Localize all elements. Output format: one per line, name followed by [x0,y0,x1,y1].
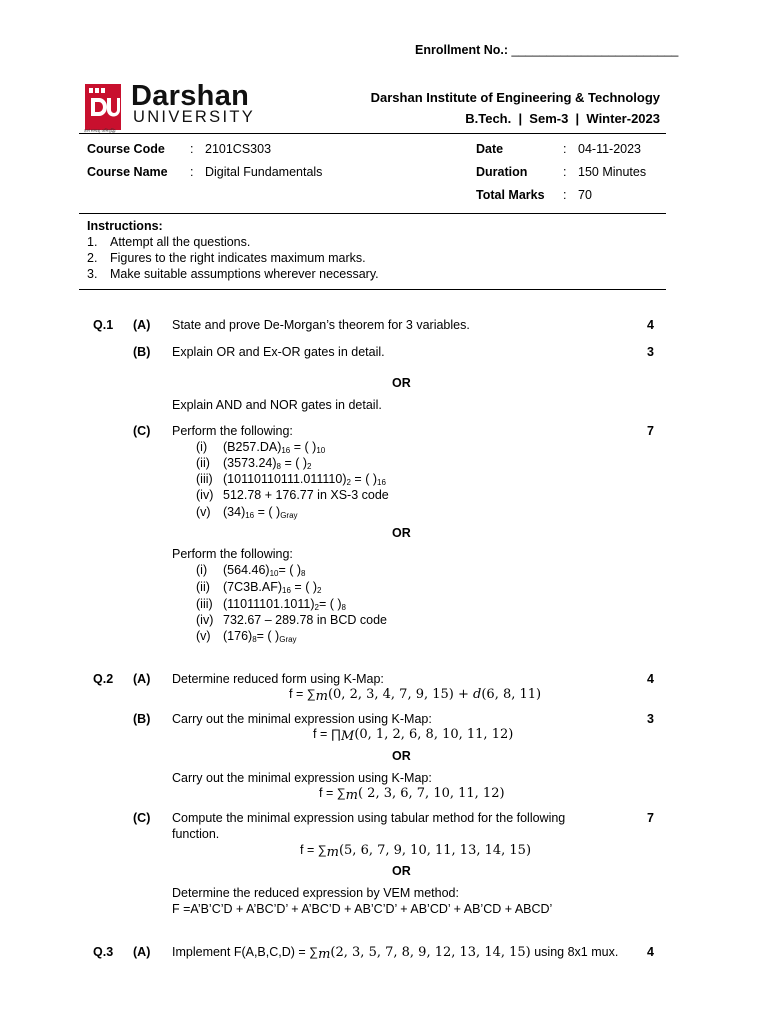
total-marks-label: Total Marks [476,188,545,202]
conversion-item: $(34)_{16}$ = ( )$_{Gray}$ [223,505,298,520]
colon: : [190,165,194,179]
item-num: (v) [196,629,211,643]
question-text: Perform the following: [172,424,293,438]
question-text: Explain AND and NOR gates in detail. [172,398,382,412]
item-num: (iii) [196,472,213,486]
equation: $f = \sum_m(0$, 2, 3, 4, 7, 9, 15) + d(6, 8, 11) [289,687,542,704]
or-separator: OR [392,864,411,878]
question-text: function. [172,827,220,841]
question-text: State and prove De-Morgan’s theorem for 3 variables. [172,318,470,332]
or-separator: OR [392,376,411,390]
divider [79,289,666,290]
question-number: Q.3 [93,945,114,959]
conversion-item: 732.67 – 289.78 in BCD code [223,613,388,627]
course-name: Digital Fundamentals [205,165,323,179]
or-separator: OR [392,526,411,540]
enrollment-line: ________________________ [511,43,679,57]
conversion-item: $(10110110111.011110)_2$ = ( )$_{16}$ [223,472,386,487]
instruction-item: Make suitable assumptions wherever necessary. [110,267,379,281]
question-text: Carry out the minimal expression using K-Map: [172,771,432,785]
duration: 150 Minutes [578,165,647,179]
enrollment-no [415,43,678,57]
marks: 4 [647,945,654,959]
question-number: Q.1 [93,318,114,332]
logo-name-top: Darshan [131,80,250,112]
instruction-item: Attempt all the questions. [110,235,251,249]
marks: 7 [647,424,654,438]
item-num: (iv) [196,613,214,627]
enrollment-label: Enrollment No.: [415,43,512,57]
conversion-item: $(7C3B.AF)_{16}$ = ( )$_2$ [223,580,322,595]
question-text: Compute the minimal expression using tabular method for the following [172,811,566,825]
conversion-item: $(3573.24)_8$ = ( )$_2$ [223,456,312,471]
question-number: Q.2 [93,672,114,686]
subquestion-label: (C) [133,424,151,438]
conversion-item: $(11011101.1011)_2=$ ( )$_8$ [223,597,346,612]
equation: F =A’B’C’D + A’BC’D’ + A’BC’D + AB’C’D’ + AB’CD’ + AB’CD + ABCD’ [172,902,553,916]
conversion-item: $(176)_8=$ ( )$_{Gray}$ [223,629,297,644]
item-num: (ii) [196,580,210,594]
conversion-item: $(564.46)_{10}=$ ( )$_8$ [223,563,306,578]
marks: 3 [647,345,654,359]
logo-name-bottom: UNIVERSITY [133,108,256,126]
colon: : [190,142,194,156]
instruction-num: 2. [87,251,98,265]
marks: 4 [647,672,654,686]
instruction-num: 3. [87,267,98,281]
question-text: Carry out the minimal expression using K-Map: [172,712,432,726]
conversion-item: 512.78 + 176.77 in XS-3 code [223,488,389,502]
item-num: (i) [196,563,208,577]
marks: 7 [647,811,654,825]
course-code: 2101CS303 [205,142,272,156]
conversion-item: $(B257.DA)_{16}$ = ( )$_{10}$ [223,440,326,455]
date-label: Date [476,142,504,156]
question-text: Determine the reduced expression by VEM method: [172,886,459,900]
institute-name: Darshan Institute of Engineering & Technology [370,90,660,105]
course-code-label: Course Code [87,142,165,156]
divider [79,213,666,214]
program-line: B.Tech. | Sem-3 | Winter-2023 [465,111,660,126]
item-num: (iv) [196,488,214,502]
or-separator: OR [392,749,411,763]
subquestion-label: (A) [133,318,151,332]
subquestion-label: (B) [133,712,151,726]
colon: : [563,188,567,202]
subquestion-label: (C) [133,811,151,825]
question-text: Determine reduced form using K-Map: [172,672,384,686]
item-num: (iii) [196,597,213,611]
total-marks: 70 [578,188,592,202]
question-text: Perform the following: [172,547,293,561]
duration-label: Duration [476,165,528,179]
colon: : [563,165,567,179]
divider [79,133,666,134]
university-logo-icon [85,84,121,130]
colon: : [563,142,567,156]
subquestion-label: (A) [133,672,151,686]
item-num: (ii) [196,456,210,470]
question-text: Explain OR and Ex-OR gates in detail. [172,345,385,359]
subquestion-label: (B) [133,345,151,359]
marks: 3 [647,712,654,726]
question-text: Implement $F(A,B,C,D) = \sum_m(2$, 3, 5, 7, 8, 9, 12, 13, 14, 15) using 8x1 mux. [172,945,619,962]
subquestion-label: (A) [133,945,151,959]
equation: $f = \prod_M(0$, 1, 2, 6, 8, 10, 11, 12) [313,727,514,744]
equation: $f = \sum_m(5$, 6, 7, 9, 10, 11, 13, 14, 15) [300,843,532,860]
equation: $f = \sum_m$( 2, 3, 6, 7, 10, 11, 12) [319,786,505,803]
exam-date: 04-11-2023 [578,142,642,156]
item-num: (i) [196,440,208,454]
item-num: (v) [196,505,211,519]
instruction-item: Figures to the right indicates maximum marks. [110,251,366,265]
marks: 4 [647,318,654,332]
instruction-num: 1. [87,235,98,249]
instructions-title: Instructions: [87,219,163,233]
logo-tagline: ज्ञानं सम्यक् अभिवृद्धिः [84,128,116,133]
course-name-label: Course Name [87,165,168,179]
